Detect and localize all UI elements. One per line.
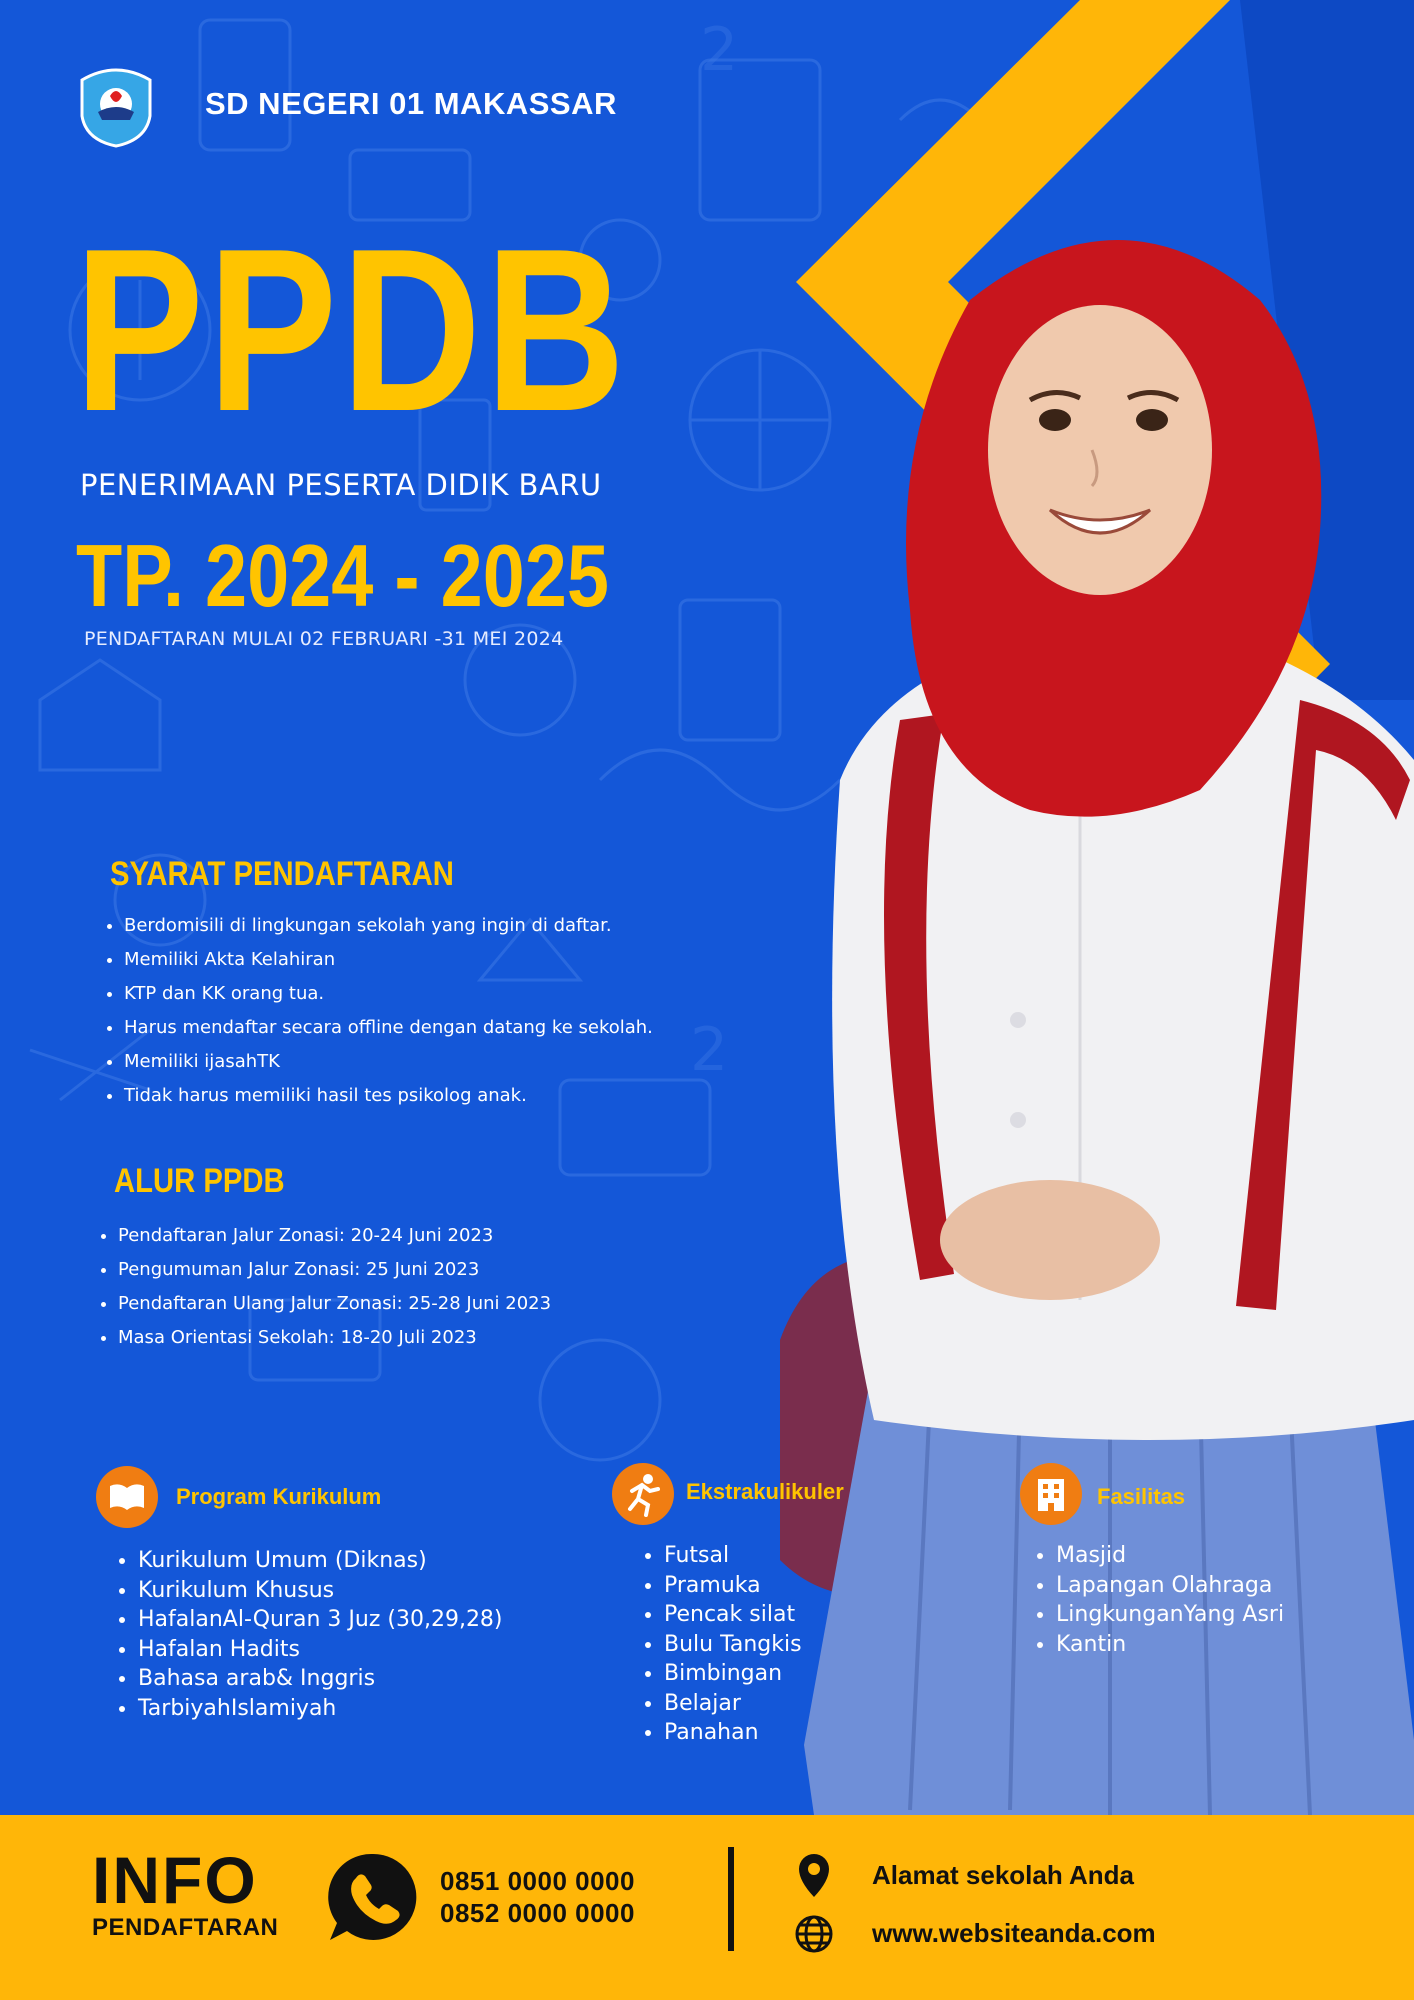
phone-number-1[interactable]: 0851 0000 0000 (440, 1866, 635, 1896)
svg-text:2: 2 (690, 1015, 729, 1085)
list-item: • Kurikulum Umum (Diknas) (138, 1546, 503, 1576)
requirements-heading: SYARAT PENDAFTARAN (110, 855, 454, 893)
list-item: • Masjid (1056, 1541, 1284, 1571)
footer-divider (728, 1847, 734, 1951)
list-item: • Lapangan Olahraga (1056, 1571, 1284, 1601)
info-heading: INFO (92, 1843, 258, 1917)
curriculum-list (110, 1546, 503, 1723)
flow-list (92, 1219, 551, 1355)
book-icon (96, 1466, 158, 1528)
list-item: • KTP dan KK orang tua. (124, 977, 653, 1011)
location-pin-icon (796, 1852, 832, 1898)
list-item: • Pencak silat (664, 1600, 802, 1630)
list-item: • Pendaftaran Ulang Jalur Zonasi: 25-28 Juni 2023 (118, 1287, 551, 1321)
requirements-list (98, 909, 653, 1113)
list-item: • TarbiyahIslamiyah (138, 1694, 503, 1724)
ppdb-title: PPDB (74, 201, 629, 460)
list-item: • Tidak harus memiliki hasil tes psikolog anak. (124, 1079, 653, 1113)
list-item: • Berdomisili di lingkungan sekolah yang ingin di daftar. (124, 909, 653, 943)
list-item: • Pramuka (664, 1571, 802, 1601)
list-item: • LingkunganYang Asri (1056, 1600, 1284, 1630)
website-link[interactable]: www.websiteanda.com (872, 1918, 1156, 1948)
registration-period: PENDAFTARAN MULAI 02 FEBRUARI -31 MEI 2024 (84, 628, 564, 650)
list-item: • Panahan (664, 1718, 802, 1748)
curriculum-title: Program Kurikulum (176, 1484, 382, 1509)
svg-text:2: 2 (700, 15, 739, 85)
info-subheading: PENDAFTARAN (92, 1914, 279, 1941)
phone-number-2[interactable]: 0852 0000 0000 (440, 1898, 635, 1928)
list-item: • Masa Orientasi Sekolah: 18-20 Juli 2023 (118, 1321, 551, 1355)
globe-icon (794, 1914, 834, 1954)
list-item: • Memiliki Akta Kelahiran (124, 943, 653, 977)
school-address: Alamat sekolah Anda (872, 1860, 1135, 1890)
list-item: • Bimbingan (664, 1659, 802, 1689)
tut-wuri-handayani-logo (74, 64, 158, 148)
list-item: • Kurikulum Khusus (138, 1576, 503, 1606)
list-item: • Pengumuman Jalur Zonasi: 25 Juni 2023 (118, 1253, 551, 1287)
extracurricular-title: Ekstrakulikuler (686, 1479, 844, 1504)
list-item: • Hafalan Hadits (138, 1635, 503, 1665)
list-item: • Pendaftaran Jalur Zonasi: 20-24 Juni 2023 (118, 1219, 551, 1253)
whatsapp-phone-icon (326, 1850, 420, 1944)
ppdb-subtitle: PENERIMAAN PESERTA DIDIK BARU (80, 468, 602, 502)
list-item: • HafalanAl-Quran 3 Juz (30,29,28) (138, 1605, 503, 1635)
list-item: • Futsal (664, 1541, 802, 1571)
facilities-list (1028, 1541, 1284, 1659)
list-item: • Bulu Tangkis (664, 1630, 802, 1660)
list-item: • Bahasa arab& Inggris (138, 1664, 503, 1694)
extracurricular-list (636, 1541, 802, 1748)
flow-heading: ALUR PPDB (114, 1162, 285, 1200)
academic-year: TP. 2024 - 2025 (76, 526, 609, 625)
list-item: • Belajar (664, 1689, 802, 1719)
school-name: SD NEGERI 01 MAKASSAR (205, 86, 617, 121)
list-item: • Harus mendaftar secara offline dengan datang ke sekolah. (124, 1011, 653, 1045)
runner-icon (612, 1463, 674, 1525)
building-icon (1020, 1463, 1082, 1525)
facilities-title: Fasilitas (1097, 1484, 1186, 1509)
list-item: • Kantin (1056, 1630, 1284, 1660)
list-item: • Memiliki ijasahTK (124, 1045, 653, 1079)
